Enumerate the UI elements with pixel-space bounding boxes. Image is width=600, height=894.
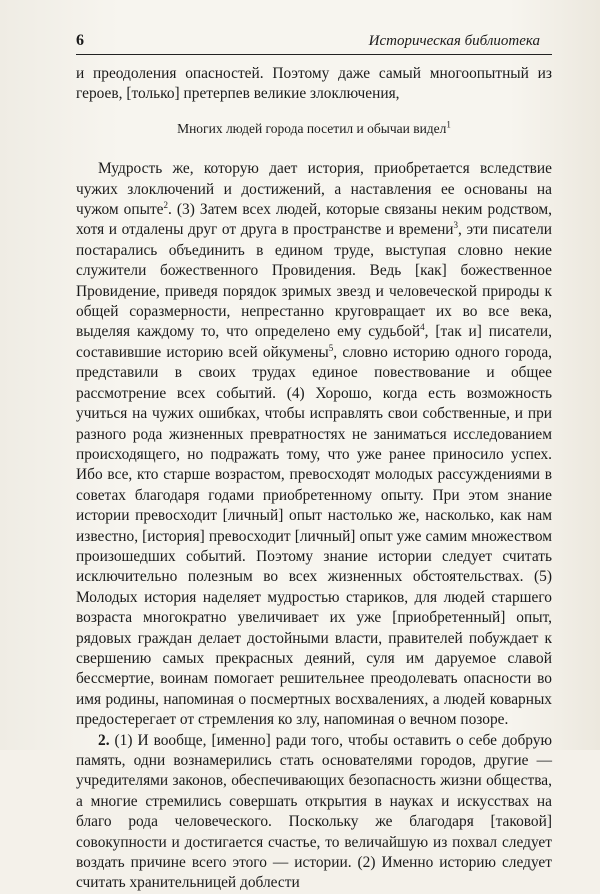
- footnote-mark-1: 1: [446, 119, 451, 130]
- running-title: Историческая библиотека: [368, 33, 540, 49]
- paragraph-1-part-d: , [так и] писатели, составившие историю всей ойкумены: [76, 323, 552, 361]
- paragraph-1-part-b: . (3) Затем всех людей, которые связаны неким родством, хотя и отдалены друг от друга в пространстве и времени: [76, 201, 552, 239]
- page-number: 6: [76, 32, 84, 49]
- paragraph-1-part-e: , словно историю одного города, представили в своих трудах единое повествование и общее рассмотрение всех событий. (4) Хорошо, когда есть возможность учиться на чужих ошибках, чтобы исправлять свои собственные, и при разного рода жизненных превратностях не заниматься исследованием происходящего, но подражать тому, что уже ранее приносило успех. Ибо все, кто старше возрастом, превосходят молодых рассуждениями в советах благодаря годами приобретенному опыту. При этом знание истории превосходит [личный] опыт настолько же, насколько, как нам известно, [история] превосходит [личный] опыт уже самим множеством произошедших событий. Поэтому знание истории следует считать исключительно полезным во всех жизненных обстоятельствах. (5) Молодых история наделяет мудростью стариков, для людей старшего возраста многократно увеличивает их уже [приобретенный] опыт, рядовых граждан делает достойными власти, правителей побуждает к свершению самых прекрасных деяний, суля им даруемое славой бессмертие, воинам помогает решительнее преодолевать опасности во имя родины, напоминая о посмертных восхвалениях, а людей коварных предостерегает от стремления ко злу, напоминая о вечном позоре.: [76, 343, 553, 729]
- footnote-mark-2: 2: [163, 199, 168, 210]
- page-body: [76, 64, 552, 894]
- epigraph-text: Многих людей города посетил и обычаи видел: [177, 120, 447, 136]
- paragraph-1-part-c: , эти писатели постарались объединить в едином труде, выступая словно некие служители божественного Провидения. Ведь [как] божественное Провидение, приведя порядок зримых звезд и человеческой природы к общей соразмерности, непрестанно круговращает их во все века, выделяя каждому то, что определено ему судьбой: [76, 221, 552, 341]
- paragraph-1-part-a: Мудрость же, которую дает история, приобретается вследствие чужих злоключений и достижений, а наставления ее основаны на чужом опыте: [76, 160, 552, 219]
- footnote-mark-5: 5: [328, 342, 334, 353]
- footnote-mark-4: 4: [420, 322, 425, 333]
- paragraph-1: [76, 159, 552, 730]
- lead-paragraph: и преодоления опасностей. Поэтому даже самый многоопытный из героев, [только] претерпев великие злоключения,: [76, 65, 552, 103]
- footnote-mark-3: 3: [453, 220, 459, 231]
- paragraph-2-text: (1) И вообще, [именно] ради того, чтобы оставить о себе добрую память, одни вознамерились стать основателями городов, другие — учредителями законов, обеспечивающих безопасность жизни общества, а многие стремились совершать открытия в науках и искусствах на благо рода человеческого. Поскольку же благодаря [таковой] совокупности и достигается счастье, то величайшую из похвал следует воздать причине всего этого — истории. (2) Именно историю следует считать хранительницей доблести: [76, 731, 552, 892]
- paragraph-2: [76, 731, 552, 894]
- epigraph: [76, 119, 552, 139]
- section-number: 2.: [98, 731, 110, 749]
- page-header: [76, 30, 552, 55]
